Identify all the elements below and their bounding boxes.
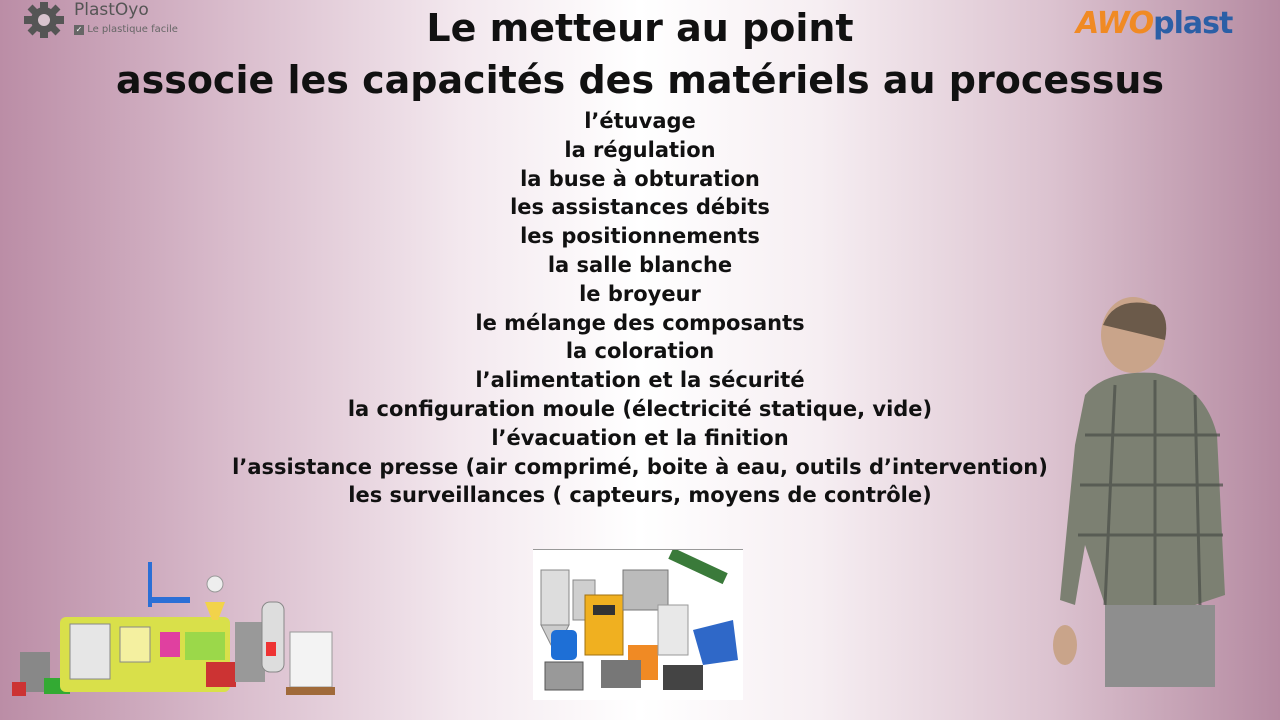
- list-item: les surveillances ( capteurs, moyens de contrôle): [348, 483, 932, 508]
- injection-machine-illustration: [10, 562, 335, 700]
- list-item: la buse à obturation: [520, 166, 760, 191]
- logo-tagline: ✓ Le plastique facile: [75, 24, 178, 35]
- list-item: l’évacuation et la finition: [491, 425, 789, 450]
- logo-brand-text: PlastOyo: [74, 0, 149, 20]
- peripheral-equipment-photo: [533, 549, 743, 700]
- list-item: la salle blanche: [547, 252, 733, 277]
- list-item: le mélange des composants: [475, 310, 805, 335]
- list-item: la coloration: [565, 339, 715, 364]
- list-item: les positionnements: [520, 224, 760, 249]
- list-item: les assistances débits: [510, 195, 770, 220]
- list-item: la configuration moule (électricité statique, vide): [347, 396, 933, 421]
- list-item: la régulation: [564, 137, 716, 162]
- awoplast-logo-text: AWOplast: [1076, 6, 1233, 41]
- list-item: l’assistance presse (air comprimé, boite à eau, outils d’intervention): [232, 454, 1048, 479]
- check-icon: ✓: [75, 25, 83, 34]
- slide-title-line1: Le metteur au point: [426, 6, 854, 50]
- list-item: l’étuvage: [584, 109, 696, 133]
- slide-title-line2: associe les capacités des matériels au processus: [115, 58, 1165, 102]
- list-item: l’alimentation et la sécurité: [475, 368, 805, 393]
- list-item: le broyeur: [579, 281, 701, 306]
- equipment-collage-image: [533, 550, 743, 700]
- technician-figure: [1045, 295, 1235, 687]
